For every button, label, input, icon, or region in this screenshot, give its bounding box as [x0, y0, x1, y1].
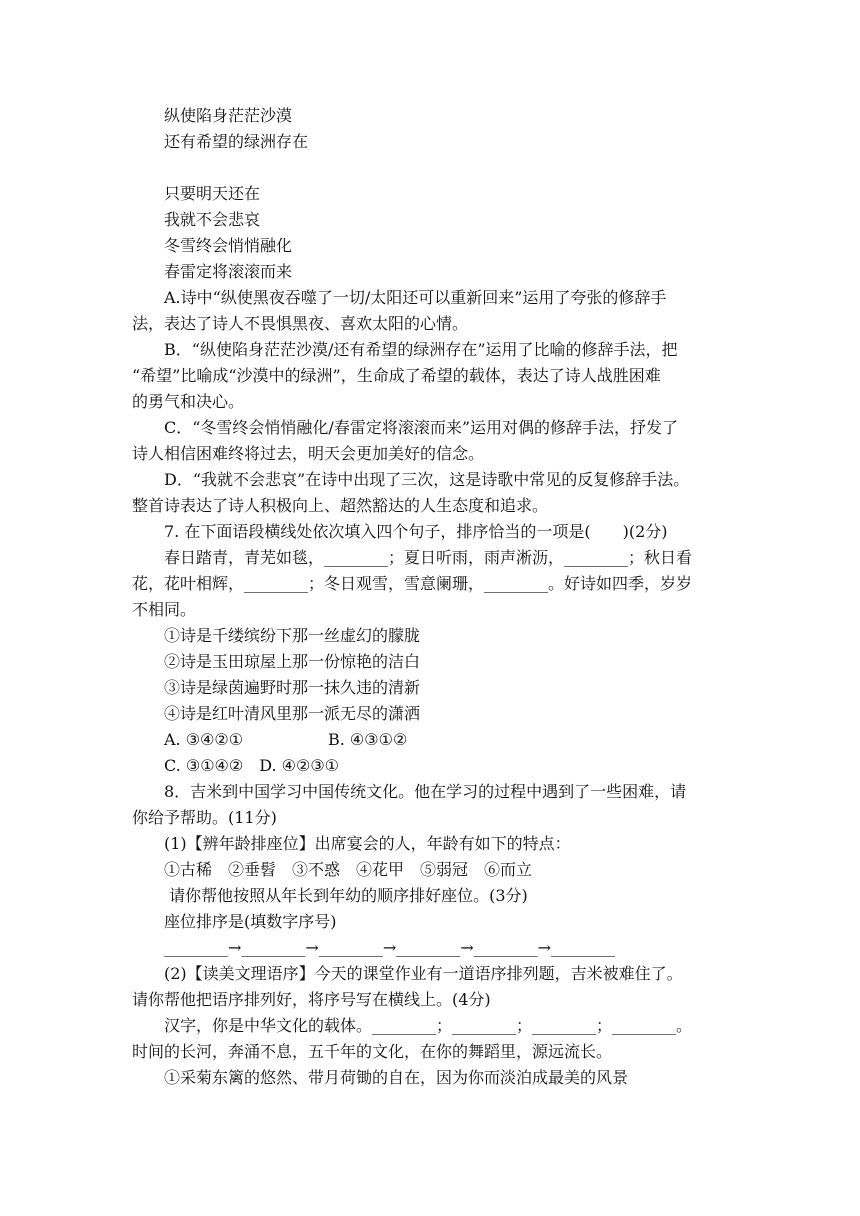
- q8-stem: 8．吉米到中国学习中国传统文化。他在学习的过程中遇到了一些困难，请: [164, 782, 687, 801]
- q8-age-terms: ①古稀 ②垂髫 ③不惑 ④花甲 ⑤弱冠 ⑥而立: [164, 860, 533, 879]
- q8-sub1-ask: 请你帮他按照从年长到年幼的顺序排好座位。(3分): [164, 886, 528, 905]
- q8-seat-blanks: ________→________→________→________→________→________: [164, 938, 616, 957]
- q6-option-c: 诗人相信困难终将过去，明天会更加美好的信念。: [132, 444, 485, 463]
- q7-passage: 不相同。: [132, 600, 197, 619]
- q8-passage: 时间的长河，奔涌不息，五千年的文化，在你的舞蹈里，源远流长。: [132, 1042, 613, 1061]
- q7-option-a: A. ③④②①: [164, 730, 244, 749]
- q7-sentence: ④诗是红叶清风里那一派无尽的潇洒: [164, 704, 421, 723]
- q6-option-a: 法，表达了诗人不畏惧黑夜、喜欢太阳的心情。: [132, 314, 469, 333]
- q7-stem: 7. 在下面语段横线处依次填入四个句子，排序恰当的一项是( )(2分): [164, 522, 668, 541]
- q8-sub2-title: 请你帮他把语序排列好，将序号写在横线上。(4分): [132, 990, 491, 1009]
- q7-sentence: ①诗是千缕缤纷下那一丝虚幻的朦胧: [164, 626, 421, 645]
- poem-line: 春雷定将滚滚而来: [164, 262, 293, 281]
- q7-sentence: ③诗是绿茵遍野时那一抹久违的清新: [164, 678, 421, 697]
- q8-passage: 汉字，你是中华文化的载体。________；________；________；________。: [164, 1016, 693, 1035]
- q6-option-b: “希望”比喻成“沙漠中的绿洲”，生命成了希望的载体，表达了诗人战胜困难: [132, 366, 661, 385]
- poem-line: 我就不会悲哀: [164, 210, 261, 229]
- q8-sub1-title: (1)【辨年龄排座位】出席宴会的人，年龄有如下的特点：: [164, 834, 571, 853]
- q7-options-cd: C. ③①④② D. ④②③①: [164, 756, 340, 775]
- q7-passage: 花，花叶相辉，________；冬日观雪，雪意阑珊，________。好诗如四季，岁岁: [132, 574, 693, 593]
- poem-line: 纵使陷身茫茫沙漠: [164, 106, 293, 125]
- q7-option-b: B. ④③①②: [328, 730, 408, 749]
- q8-sentence: ①采菊东篱的悠然、带月荷锄的自在，因为你而淡泊成最美的风景: [164, 1068, 629, 1087]
- q7-sentence: ②诗是玉田琼屋上那一份惊艳的洁白: [164, 652, 421, 671]
- poem-line: 还有希望的绿洲存在: [164, 132, 309, 151]
- poem-line: 只要明天还在: [164, 184, 261, 203]
- q6-option-d: D．“我就不会悲哀”在诗中出现了三次，这是诗歌中常见的反复修辞手法。: [164, 470, 690, 489]
- q6-option-b: 的勇气和决心。: [132, 392, 245, 411]
- q8-sub2-title: (2)【读美文理语序】今天的课堂作业有一道语序排列题，吉米被难住了。: [164, 964, 683, 983]
- q8-seat-label: 座位排序是(填数字序号): [164, 912, 337, 931]
- q6-option-d: 整首诗表达了诗人积极向上、超然豁达的人生态度和追求。: [132, 496, 549, 515]
- q6-option-a: A.诗中“纵使黑夜吞噬了一切/太阳还可以重新回来”运用了夸张的修辞手: [164, 288, 667, 307]
- q7-passage: 春日踏青，青芜如毯，________；夏日听雨，雨声淅沥，________；秋日看: [164, 548, 693, 567]
- q6-option-b: B．“纵使陷身茫茫沙漠/还有希望的绿洲存在”运用了比喻的修辞手法，把: [164, 340, 678, 359]
- poem-line: 冬雪终会悄悄融化: [164, 236, 293, 255]
- q8-stem: 你给予帮助。(11分): [132, 808, 277, 827]
- q6-option-c: C．“冬雪终会悄悄融化/春雷定将滚滚而来”运用对偶的修辞手法，抒发了: [164, 418, 678, 437]
